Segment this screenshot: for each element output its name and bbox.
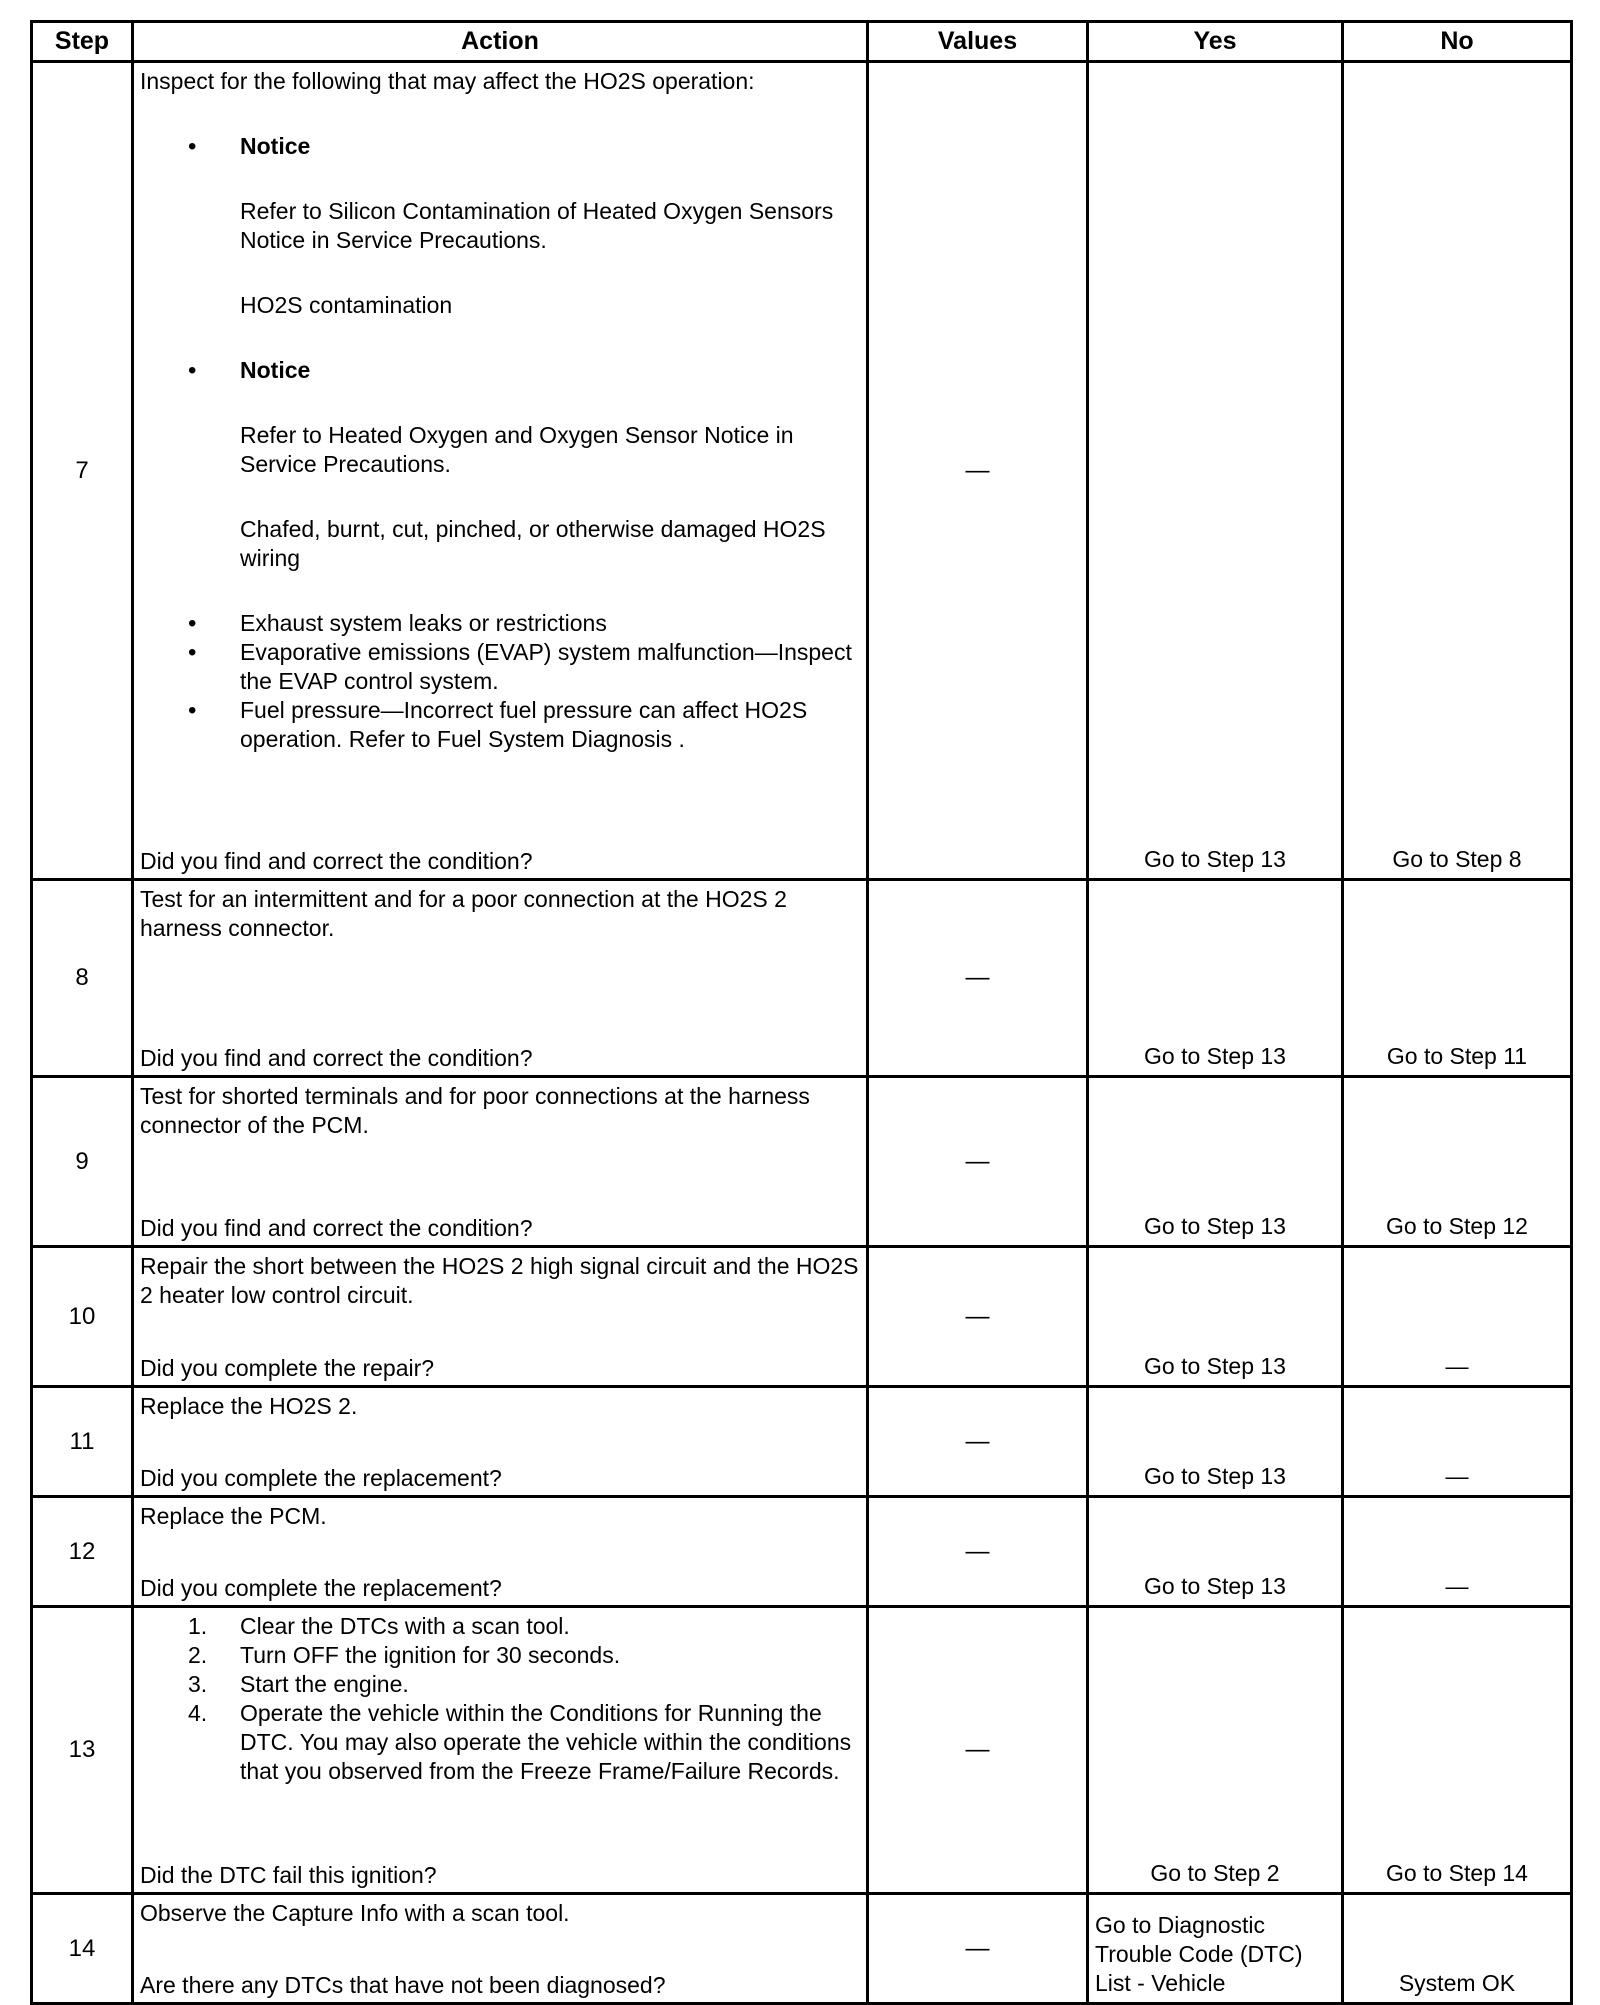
notice-title: • Notice [240, 133, 311, 159]
step-number: 7 [32, 62, 133, 880]
yes-cell [1088, 1077, 1343, 1247]
yes-link[interactable]: Go to Diagnostic Trouble Code (DTC) List - Vehicle [1095, 1912, 1303, 1996]
condition-text: HO2S contamination [240, 292, 453, 318]
action-text: Replace the HO2S 2. [140, 1393, 358, 1419]
no-dash: — [1445, 1353, 1469, 1379]
values-cell: — [868, 1077, 1088, 1247]
no-dash: — [1445, 1463, 1469, 1489]
yes-cell [1088, 1607, 1343, 1894]
question-text: Did you find and correct the condition? [140, 1215, 533, 1241]
action-cell [133, 1894, 868, 2004]
yes-link[interactable]: Go to Step 13 [1144, 846, 1286, 872]
question-text: Did you find and correct the condition? [140, 1045, 533, 1071]
condition-list [140, 132, 860, 754]
step-number: 13 [32, 1607, 133, 1894]
list-item [140, 132, 860, 356]
no-cell [1343, 62, 1572, 880]
table-row-step-14 [32, 1894, 1572, 2004]
item-number: 3. [188, 1671, 208, 1697]
header-no: No [1343, 22, 1572, 62]
yes-cell [1088, 62, 1343, 880]
table-row-step-13 [32, 1607, 1572, 1894]
no-link[interactable]: Go to Step 8 [1392, 846, 1522, 872]
action-text: Replace the PCM. [140, 1503, 327, 1529]
step-number: 14 [32, 1894, 133, 2004]
action-cell [133, 62, 868, 880]
table-row-step-10 [32, 1247, 1572, 1387]
table-row-step-11 [32, 1387, 1572, 1497]
diagnostic-table [30, 20, 1573, 2005]
header-action: Action [133, 22, 868, 62]
yes-link[interactable]: Go to Step 13 [1144, 1043, 1286, 1069]
no-cell [1343, 1387, 1572, 1497]
list-item: • Fuel pressure—Incorrect fuel pressure can affect HO2S operation. Refer to Fuel System Diagnosis . [140, 696, 860, 754]
header-step: Step [32, 22, 133, 62]
values-cell: — [868, 1247, 1088, 1387]
list-item [140, 1641, 860, 1670]
yes-cell [1088, 880, 1343, 1077]
yes-link[interactable]: Go to Step 13 [1144, 1573, 1286, 1599]
no-dash: — [1445, 1573, 1469, 1599]
values-cell: — [868, 1387, 1088, 1497]
no-cell [1343, 1497, 1572, 1607]
action-cell [133, 880, 868, 1077]
yes-cell [1088, 1497, 1343, 1607]
item-number: 2. [188, 1642, 208, 1668]
values-cell: — [868, 62, 1088, 880]
item-number: 4. [188, 1700, 208, 1726]
action-text: Observe the Capture Info with a scan tool. [140, 1900, 570, 1926]
yes-link[interactable]: Go to Step 2 [1150, 1860, 1280, 1886]
table-row-step-9 [32, 1077, 1572, 1247]
no-link[interactable]: Go to Step 14 [1386, 1860, 1528, 1886]
list-item [140, 1670, 860, 1699]
no-cell [1343, 880, 1572, 1077]
table-row-step-7 [32, 62, 1572, 880]
question-text: Did the DTC fail this ignition? [140, 1862, 437, 1888]
action-cell [133, 1607, 868, 1894]
action-text: Inspect for the following that may affect the HO2S operation: [140, 68, 755, 94]
item-text: Start the engine. [240, 1671, 409, 1697]
list-item [140, 1699, 860, 1786]
action-cell [133, 1247, 868, 1387]
item-text: Clear the DTCs with a scan tool. [240, 1613, 570, 1639]
no-cell [1343, 1607, 1572, 1894]
header-yes: Yes [1088, 22, 1343, 62]
question-text: Are there any DTCs that have not been diagnosed? [140, 1972, 666, 1998]
action-text: Test for shorted terminals and for poor connections at the harness connector of the PCM. [140, 1083, 810, 1138]
no-result: System OK [1398, 1970, 1516, 1996]
action-text: Test for an intermittent and for a poor connection at the HO2S 2 harness connector. [140, 886, 787, 941]
question-text: Did you complete the replacement? [140, 1575, 502, 1601]
item-number: 1. [188, 1613, 208, 1639]
step-number: 12 [32, 1497, 133, 1607]
yes-cell [1088, 1247, 1343, 1387]
procedure-list [140, 1612, 860, 1786]
values-cell: — [868, 1497, 1088, 1607]
action-cell [133, 1387, 868, 1497]
question-text: Did you find and correct the condition? [140, 848, 533, 874]
yes-link[interactable]: Go to Step 13 [1144, 1353, 1286, 1379]
condition-text: Chafed, burnt, cut, pinched, or otherwise damaged HO2S wiring [240, 516, 826, 571]
table-row-step-8 [32, 880, 1572, 1077]
yes-link[interactable]: Go to Step 13 [1144, 1463, 1286, 1489]
action-cell [133, 1077, 868, 1247]
step-number: 8 [32, 880, 133, 1077]
values-cell: — [868, 1894, 1088, 2004]
step-number: 10 [32, 1247, 133, 1387]
no-cell [1343, 1077, 1572, 1247]
yes-link[interactable]: Go to Step 13 [1144, 1213, 1286, 1239]
action-cell [133, 1497, 868, 1607]
no-link[interactable]: Go to Step 11 [1386, 1043, 1528, 1069]
notice-text: Refer to Silicon Contamination of Heated Oxygen Sensors Notice in Service Precautions. [240, 198, 834, 253]
item-text: Turn OFF the ignition for 30 seconds. [240, 1642, 621, 1668]
question-text: Did you complete the replacement? [140, 1465, 502, 1491]
values-cell: — [868, 880, 1088, 1077]
values-cell: — [868, 1607, 1088, 1894]
question-text: Did you complete the repair? [140, 1355, 435, 1381]
list-item [140, 356, 860, 609]
no-link[interactable]: Go to Step 12 [1386, 1213, 1528, 1239]
item-text: Operate the vehicle within the Conditions for Running the DTC. You may also operate the vehicle within the conditions that you observed from the Freeze Frame/Failure Records. [240, 1700, 852, 1784]
header-row [32, 22, 1572, 62]
step-number: 9 [32, 1077, 133, 1247]
list-item: • Evaporative emissions (EVAP) system malfunction—Inspect the EVAP control system. [140, 638, 860, 696]
action-text: Repair the short between the HO2S 2 high signal circuit and the HO2S 2 heater low control circuit. [140, 1253, 859, 1308]
no-cell [1343, 1247, 1572, 1387]
step-number: 11 [32, 1387, 133, 1497]
notice-text: Refer to Heated Oxygen and Oxygen Sensor Notice in Service Precautions. [240, 422, 794, 477]
yes-cell [1088, 1894, 1343, 2004]
table-row-step-12 [32, 1497, 1572, 1607]
notice-title: • Notice [240, 357, 311, 383]
no-cell [1343, 1894, 1572, 2004]
list-item: • Exhaust system leaks or restrictions [140, 609, 860, 638]
yes-cell [1088, 1387, 1343, 1497]
list-item [140, 1612, 860, 1641]
header-values: Values [868, 22, 1088, 62]
